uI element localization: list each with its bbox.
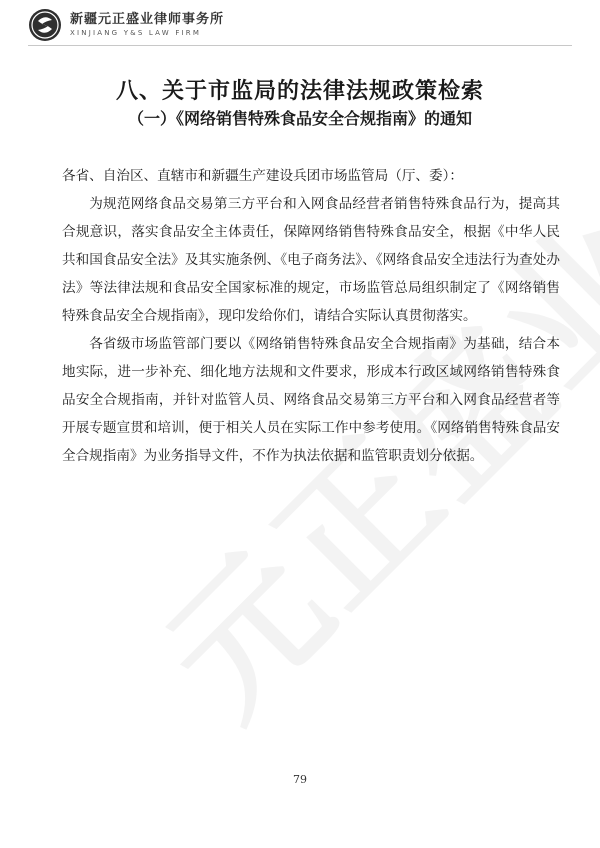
- salutation: 各省、自治区、直辖市和新疆生产建设兵团市场监管局（厅、委）：: [62, 168, 464, 184]
- page-header: [28, 6, 224, 44]
- section-title: 八、关于市监局的法律法规政策检索: [115, 78, 484, 104]
- document-body: [62, 162, 560, 470]
- header-divider: [28, 45, 572, 46]
- paragraph-1: 为规范网络食品交易第三方平台和入网食品经营者销售特殊食品行为，提高其合规意识，落实食品安全主体责任，保障网络销售特殊食品安全，根据《中华人民共和国食品安全法》及其实施条例、《电子商务法》、《网络食品安全违法行为查处办法》等法律法规和食品安全国家标准的规定，市场监管总局组织制定了《网络销售特殊食品安全合规指南》，现印发给你们，请结合实际认真贯彻落实。: [62, 196, 560, 324]
- firm-logo-icon: [28, 8, 62, 42]
- firm-name-en: XINJIANG Y&S LAW FIRM: [70, 29, 202, 37]
- firm-name-cn: 新疆元正盛业律师事务所: [70, 12, 225, 27]
- paragraph-2: 各省级市场监管部门要以《网络销售特殊食品安全合规指南》为基础，结合本地实际，进一步补充、细化地方法规和文件要求，形成本行政区域网络销售特殊食品安全合规指南，并针对监管人员、网络食品交易第三方平台和入网食品经营者等开展专题宣贯和培训，便于相关人员在实际工作中参考使用。《网络销售特殊食品安全合规指南》为业务指导文件，不作为执法依据和监管职责划分依据。: [62, 336, 560, 464]
- page-number: 79: [293, 773, 307, 786]
- firm-name: [70, 13, 224, 37]
- notice-title: （一）《网络销售特殊食品安全合规指南》的通知: [127, 109, 472, 128]
